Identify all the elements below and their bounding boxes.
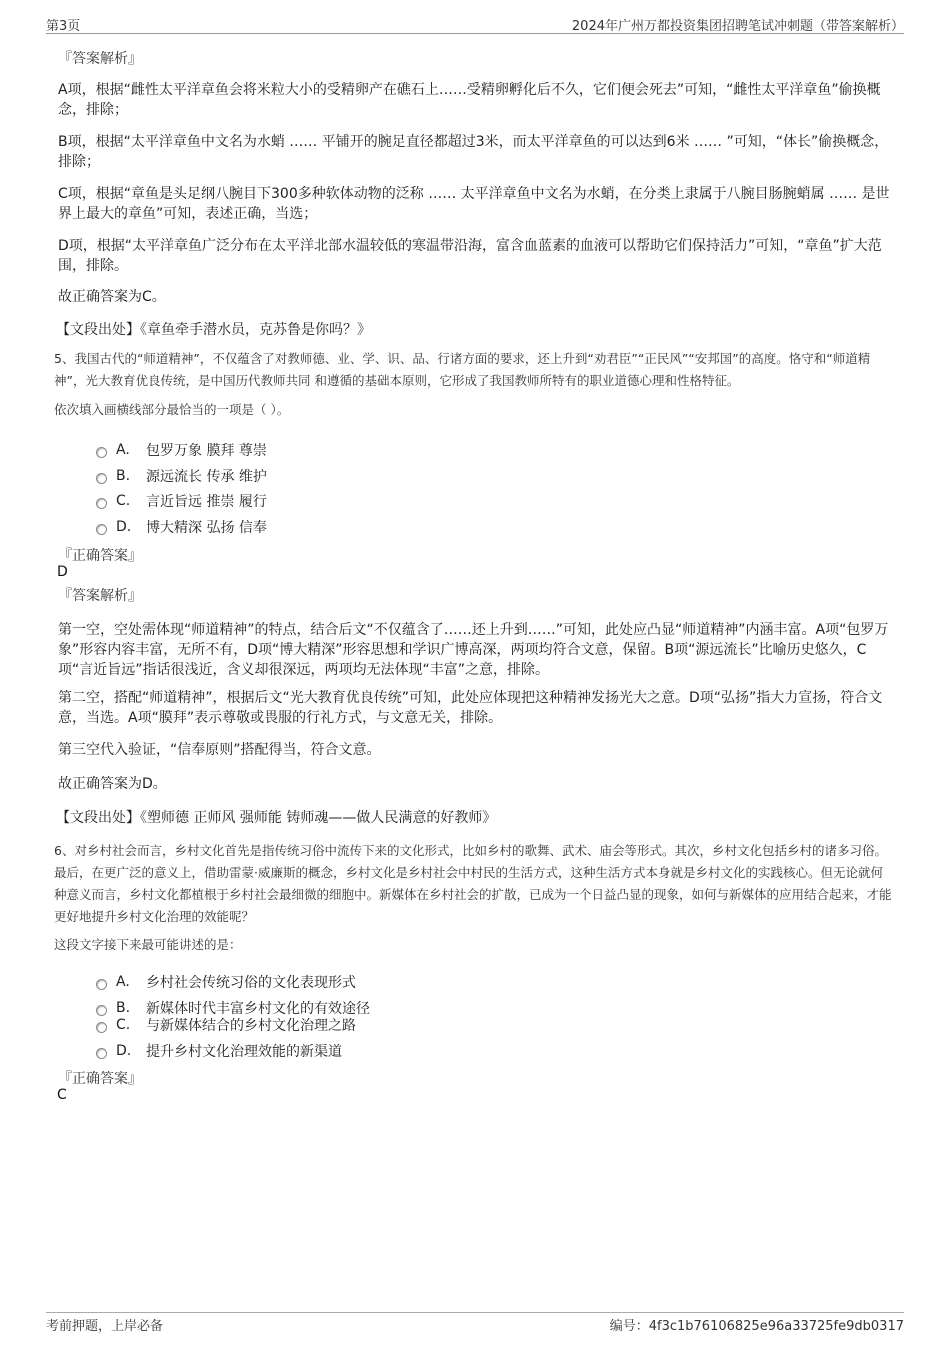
q5-correct-answer: D <box>57 564 68 580</box>
page-header <box>46 14 904 34</box>
q5-source: 【文段出处】《塑师德 正师风 强师能 铸师魂——做人民满意的好教师》 <box>56 810 497 826</box>
q6-prompt: 这段文字接下来最可能讲述的是： <box>54 937 242 952</box>
q6-stem: 6、对乡村社会而言，乡村文化首先是指传统习俗中流传下来的文化形式，比如乡村的歌舞、武术、庙会等形式。其次，乡村文化包括乡村的诸多习俗。最后，在更广泛的意义上，借助雷蒙·威廉斯的概念，乡村文化是乡村社会中村民的生活方式，这种生活方式本身就是乡村文化的实践核心。但无论就何种意义而言，乡村文化都植根于乡村社会最细微的细胞中。新媒体在乡村社会的扩散，已成为一个日益凸显的现象，如何与新媒体的应用结合起来，才能更好地提升乡村文化治理的效能呢？ <box>54 843 892 924</box>
q5-option-c[interactable]: C. 言近旨远 推崇 履行 <box>96 491 267 511</box>
q6-option-a[interactable]: A. 乡村社会传统习俗的文化表现形式 <box>96 972 356 992</box>
radio-button[interactable] <box>96 1048 107 1059</box>
q5-prompt: 依次填入画横线部分最恰当的一项是（ ）。 <box>54 402 290 417</box>
q4-analysis-label: 『答案解析』 <box>58 51 142 67</box>
q4-analysis-b: B项，根据“太平洋章鱼中文名为水蛸 …… 平铺开的腕足直径都超过3米，而太平洋章鱼的可以达到6米 …… ”可知，“体长”偷换概念，排除； <box>58 134 889 170</box>
q4-conclusion: 故正确答案为C。 <box>58 289 166 305</box>
page-footer <box>46 1312 904 1335</box>
document-title: 2024年广州万都投资集团招聘笔试冲刺题（带答案解析） <box>571 19 904 34</box>
q6-correct-answer: C <box>57 1087 67 1103</box>
q5-analysis-label: 『答案解析』 <box>58 588 142 604</box>
q5-option-a[interactable]: A. 包罗万象 膜拜 尊崇 <box>96 440 267 460</box>
q5-stem: 5、我国古代的“师道精神”，不仅蕴含了对教师德、业、学、识、品、行诸方面的要求，还上升到“劝君臣”“正民风”“安邦国”的高度。恪守和“师道精神”，光大教育优良传统，是中国历代教师共同 和遵循的基础本原则，它形成了我国教师所特有的职业道德心理和性格特征。 <box>54 351 871 388</box>
radio-button[interactable] <box>96 498 107 509</box>
q5-conclusion: 故正确答案为D。 <box>58 776 167 792</box>
q4-analysis-a: A项，根据“雌性太平洋章鱼会将米粒大小的受精卵产在礁石上……受精卵孵化后不久，它们便会死去”可知，“雌性太平洋章鱼”偷换概念，排除； <box>58 82 881 118</box>
page-number: 第3页 <box>46 19 81 34</box>
footer-slogan: 考前押题，上岸必备 <box>46 1319 164 1334</box>
q4-source: 【文段出处】《章鱼牵手潜水员，克苏鲁是你吗？》 <box>56 322 371 338</box>
radio-button[interactable] <box>96 447 107 458</box>
q5-option-b[interactable]: B. 源远流长 传承 维护 <box>96 466 267 486</box>
radio-button[interactable] <box>96 979 107 990</box>
radio-button[interactable] <box>96 524 107 535</box>
footer-serial: 编号：4f3c1b76106825e96a33725fe9db0317 <box>609 1319 904 1334</box>
q6-option-d[interactable]: D. 提升乡村文化治理效能的新渠道 <box>96 1041 342 1061</box>
q5-option-d[interactable]: D. 博大精深 弘扬 信奉 <box>96 517 267 537</box>
q5-analysis-1: 第一空，空处需体现“师道精神”的特点，结合后文“不仅蕴含了……还上升到……”可知，此处应凸显“师道精神”内涵丰富。A项“包罗万象”形容内容丰富，无所不有，D项“博大精深”形容思想和学识广博高深，两项均符合文意，保留。B项“源远流长”比喻历史悠久，C项“言近旨远”指话很浅近，含义却很深远，两项均无法体现“丰富”之意，排除。 <box>58 622 889 678</box>
q4-analysis-d: D项，根据“太平洋章鱼广泛分布在太平洋北部水温较低的寒温带沿海，富含血蓝素的血液可以帮助它们保持活力”可知，“章鱼”扩大范围，排除。 <box>58 238 882 274</box>
q6-correct-label: 『正确答案』 <box>58 1071 142 1087</box>
q5-correct-label: 『正确答案』 <box>58 548 142 564</box>
q5-analysis-3: 第三空代入验证，“信奉原则”搭配得当，符合文意。 <box>58 742 381 758</box>
q6-option-c[interactable]: C. 与新媒体结合的乡村文化治理之路 <box>96 1015 356 1035</box>
q4-analysis-c: C项，根据“章鱼是头足纲八腕目下300多种软体动物的泛称 …… 太平洋章鱼中文名为水蛸，在分类上隶属于八腕目肠腕蛸属 …… 是世界上最大的章鱼”可知，表述正确，当选； <box>58 186 890 222</box>
q5-analysis-2: 第二空，搭配“师道精神”，根据后文“光大教育优良传统”可知，此处应体现把这种精神发扬光大之意。D项“弘扬”指大力宣扬，符合文意，当选。A项“膜拜”表示尊敬或畏服的行礼方式，与文意无关，排除。 <box>58 690 883 726</box>
radio-button[interactable] <box>96 473 107 484</box>
q6-option-b[interactable]: B. 新媒体时代丰富乡村文化的有效途径 <box>96 998 370 1018</box>
radio-button[interactable] <box>96 1022 107 1033</box>
